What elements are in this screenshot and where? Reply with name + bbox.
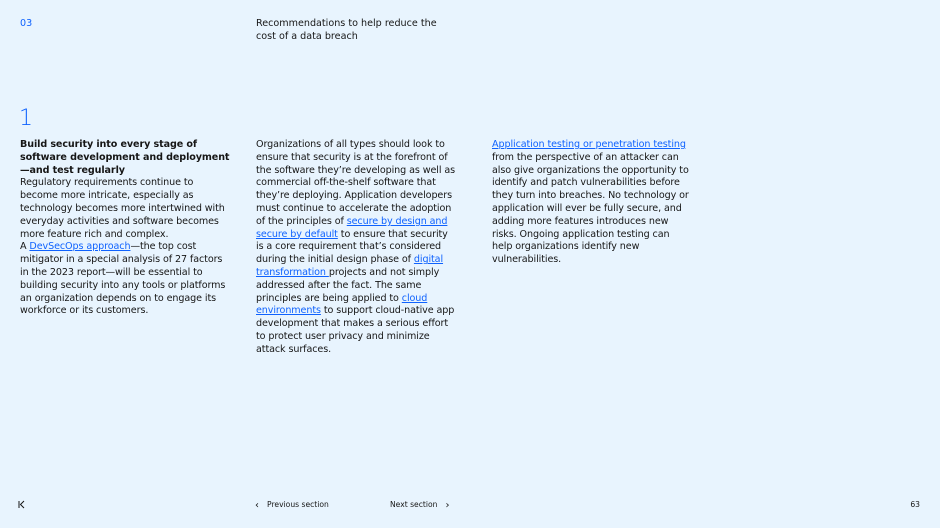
text: Organizations of all types should look to ensure that security is at the forefront of the software they’re developing as well as commercial off-the-shelf software that they’re deploying. Application developers must continue to accelerate the adoption of the principles of [256,139,456,227]
previous-section-label: Previous section [267,500,329,509]
section-number: 03 [20,18,33,29]
column-2 [256,139,456,357]
previous-section-button[interactable] [255,500,329,511]
column-3 [492,139,692,267]
text: from the perspective of an attacker can also give organizations the opportunity to identify and patch vulnerabilities before they turn into breaches. No technology or application will ever be fully secure, and adding more features introduces new risks. Ongoing application testing can help organizations identify new vulnerabilities. [492,151,689,266]
recommendation-heading: Build security into every stage of software development and deployment—and test regularly [20,139,230,176]
paragraph-2 [20,241,230,318]
recommendation-number: 1 [19,106,33,131]
text: projects and not simply addressed after the fact. The same principles are being applied to [256,266,440,304]
chevron-right-icon: › [445,500,450,511]
column-1 [20,139,230,318]
cloud-environments-link[interactable]: cloud environments [256,292,428,317]
header-title: Recommendations to help reduce the cost of a data breach [256,18,437,42]
chevron-left-icon: ‹ [255,500,259,511]
text: to ensure that security is a core requirement that’s considered during the initial design phase of [256,228,448,266]
next-section-label: Next section [390,500,438,509]
text: —the top cost mitigator in a special analysis of 27 factors in the 2023 report—will be essential to building security into any tools or platforms an organization depends on to engage its workforce or its customers. [20,241,226,317]
application-testing-link[interactable]: Application testing or penetration testing [492,139,686,150]
next-section-button[interactable] [390,500,449,511]
secure-by-design-link[interactable]: secure by design and secure by default [256,215,448,240]
first-page-icon[interactable] [18,499,26,512]
text: A [20,241,30,253]
paragraph-1: Regulatory requirements continue to become more intricate, especially as technology becomes more intertwined with everyday activities and software becomes more feature rich and complex. [20,177,225,240]
text: to support cloud-native app development that makes a serious effort to protect user privacy and minimize attack surfaces. [256,305,455,355]
digital-transformation-link[interactable]: digital transformation [256,254,444,278]
devsecops-link[interactable]: DevSecOps approach [29,241,131,253]
page-number: 63 [910,500,920,509]
